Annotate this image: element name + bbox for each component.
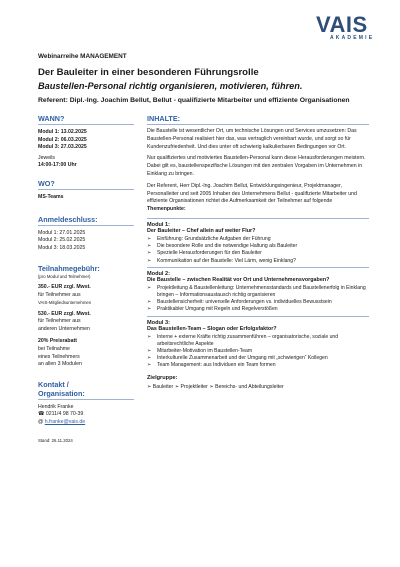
divider (147, 267, 369, 268)
contact-email-link[interactable]: h.franke@vais.de (44, 418, 86, 425)
arrow-bullet-icon: ➢ (147, 257, 152, 264)
gebuehr-heading: Teilnahmegebühr: (38, 264, 100, 274)
deadline-modul-1: Modul 1: 27.01.2025 (38, 229, 86, 236)
jeweils-label: Jeweils (38, 154, 56, 161)
inhalte-heading: INHALTE: (147, 114, 181, 123)
kontakt-heading: Kontakt / (38, 379, 69, 389)
list-item: ➢ Team Management: aus Individuen ein Team formen (147, 362, 276, 369)
wann-heading: WANN? (38, 114, 65, 123)
price-other-desc: für Teilnehmer aus (38, 318, 81, 325)
deadline-modul-2: Modul 2: 25.02.2025 (38, 237, 86, 244)
divider (147, 218, 369, 219)
email-prefix: @ (38, 418, 45, 425)
arrow-bullet-icon: ➢ (147, 333, 152, 340)
price-other: 530.- EUR zzgl. Mwst. (38, 310, 91, 317)
modul-1-heading: Modul 1: (147, 221, 170, 228)
referent-line: Referent: Dipl.-Ing. Joachim Bellut, Bellut - qualifizierte Mitarbeiter und effiziente Organisationen (38, 97, 350, 104)
arrow-bullet-icon: ➢ (147, 235, 152, 242)
location: MS-Teams (38, 193, 64, 200)
contact-name: Hendrik Franke (38, 403, 74, 410)
intro-paragraph-3 (147, 183, 369, 214)
arrow-bullet-icon: ➢ (147, 355, 152, 362)
list-item: ➢ Projektleitung & Baustellenleitung: Unternehmensstandards und Baustellenerfolg in Einklang bringen – Informationsaustausch richtig organisieren (147, 284, 366, 298)
list-item: ➢ Interkulturelle Zusammenarbeit und der Umgang mit „schwierigen“ Kollegen (147, 355, 328, 362)
modul-1-title: Der Bauleiter – Chef allein auf weiter Flur? (147, 227, 256, 234)
zielgruppe-text: ➢ Bauleiter ➢ Projektleiter ➢ Bereichs- und Abteilungsleiter (147, 383, 284, 390)
vais-logo (316, 14, 382, 44)
intro-paragraph-3-text: Der Referent, Herr Dipl.-Ing. Joachim Bellut, Entwicklungsingenieur, Projektmanager, Personalleiter und seit 2005 Inhaber des Unternehmens Bellut - qualifizierte Mitarbeiter und effiziente Organisationen richtet die Aufmerksamkeit der Teilnehmer auf folgende (147, 182, 357, 205)
right-column (147, 114, 369, 395)
modul-3-list (147, 334, 369, 370)
logo-subtext: AKADEMIE (330, 35, 375, 41)
modul-1-list (147, 236, 369, 265)
list-item: ➢ Mitarbeiter-Motivation im Baustellen-Team (147, 348, 253, 354)
list-item: ➢ Interne + externe Kräfte richtig zusammenführen – organisatorische, soziale und arbeitsrechtliche Aspekte (147, 333, 339, 347)
modul-2-heading: Modul 2: (147, 270, 170, 277)
divider (147, 316, 369, 317)
arrow-bullet-icon: ➢ (147, 348, 152, 354)
price-member-desc2: VAIS-Mitgliedsunternehmen (38, 299, 92, 305)
list-item: ➢ Praktikabler Umgang mit Regeln und Regelverstößen (147, 306, 278, 313)
discount-line-2: bei Teilnahme (38, 345, 70, 352)
intro-paragraph-2: Nur qualifiziertes und motiviertes Baustellen-Personal kann diese Herausforderungen meistern. Dabei gilt es, baustellenspezifische Lösungen mit den zentralen Vorgaben im Unternehmen in Einklang zu bringen. (147, 155, 366, 177)
page-subtitle: Baustellen-Personal richtig organisieren, motivieren, führen. (38, 81, 303, 91)
modul-2-list (147, 285, 369, 314)
date-modul-2: Modul 2: 06.03.2025 (38, 136, 87, 143)
series-label: Webinarreihe MANAGEMENT (38, 53, 127, 60)
list-item: ➢ Baustellensicherheit: universelle Anforderungen vs. individuelles Bewusstsein (147, 299, 332, 306)
modul-3-heading: Modul 3: (147, 319, 170, 326)
page-title: Der Bauleiter in einer besonderen Führungsrolle (38, 67, 259, 78)
arrow-bullet-icon: ➢ (147, 243, 152, 250)
themenpunkte-label: Themenpunkte: (147, 206, 186, 213)
divider (38, 399, 134, 400)
divider (38, 124, 134, 125)
price-member-desc: für Teilnehmer aus (38, 291, 81, 298)
time-range: 14:00-17:00 Uhr (38, 162, 77, 169)
arrow-bullet-icon: ➢ (147, 362, 152, 369)
stand-date: Stand: 26.11.2024 (38, 438, 73, 444)
contact-phone: ☎ 0211/4 98 70-39 (38, 411, 84, 418)
divider (38, 189, 134, 190)
anmeldeschluss-heading: Anmeldeschluss: (38, 214, 98, 224)
left-column (38, 114, 134, 444)
discount-line-1: 20% Preisrabatt (38, 338, 77, 345)
arrow-bullet-icon: ➢ (147, 299, 152, 306)
divider (147, 124, 369, 125)
list-item: ➢ Spezielle Herausforderungen für den Bauleiter (147, 250, 262, 257)
zielgruppe-heading: Zielgruppe: (147, 374, 178, 381)
price-member: 350.- EUR zzgl. Mwst. (38, 284, 91, 291)
list-item: ➢ Einführung: Grundsätzliche Aufgaben der Führung (147, 235, 271, 242)
gebuehr-note: (pro Modul und Teilnehmer) (38, 274, 91, 280)
wo-heading: WO? (38, 178, 55, 188)
price-other-desc2: anderen Unternehmen (38, 325, 90, 332)
logo-text: VAIS (316, 12, 368, 37)
date-modul-1: Modul 1: 13.02.2025 (38, 129, 87, 135)
list-item: ➢ Kommunikation auf der Baustelle: Viel Lärm, wenig Einklang? (147, 257, 296, 264)
discount-line-3: eines Teilnehmers (38, 353, 80, 360)
modul-3-title: Das Baustellen-Team – Slogan oder Erfolgsfaktor? (147, 325, 277, 332)
deadline-modul-3: Modul 3: 18.03.2025 (38, 244, 86, 251)
divider (38, 225, 134, 226)
discount-line-4: an allen 3 Modulen (38, 361, 82, 368)
organisation-heading: Organisation: (38, 388, 85, 398)
contact-email-line (38, 419, 134, 427)
arrow-bullet-icon: ➢ (147, 284, 152, 291)
arrow-bullet-icon: ➢ (147, 250, 152, 257)
date-modul-3: Modul 3: 27.03.2025 (38, 144, 87, 151)
list-item: ➢ Die besondere Rolle und die notwendige Haltung als Bauleiter (147, 243, 298, 250)
modul-2-title: Die Baustelle – zwischen Realität vor Ort und Unternehmensvorgaben? (147, 276, 330, 283)
arrow-bullet-icon: ➢ (147, 306, 152, 313)
intro-paragraph-1: Die Baustelle ist wesentlicher Ort, um technische Lösungen und Services umzusetzen: Das Baustellen-Personal realisiert hier das, was vertraglich vereinbart wurde, und sorgt so für Kundenzufriedenheit. Und dies unter oft schwierig kalkulierbaren Bedingungen vor Ort. (147, 128, 357, 150)
